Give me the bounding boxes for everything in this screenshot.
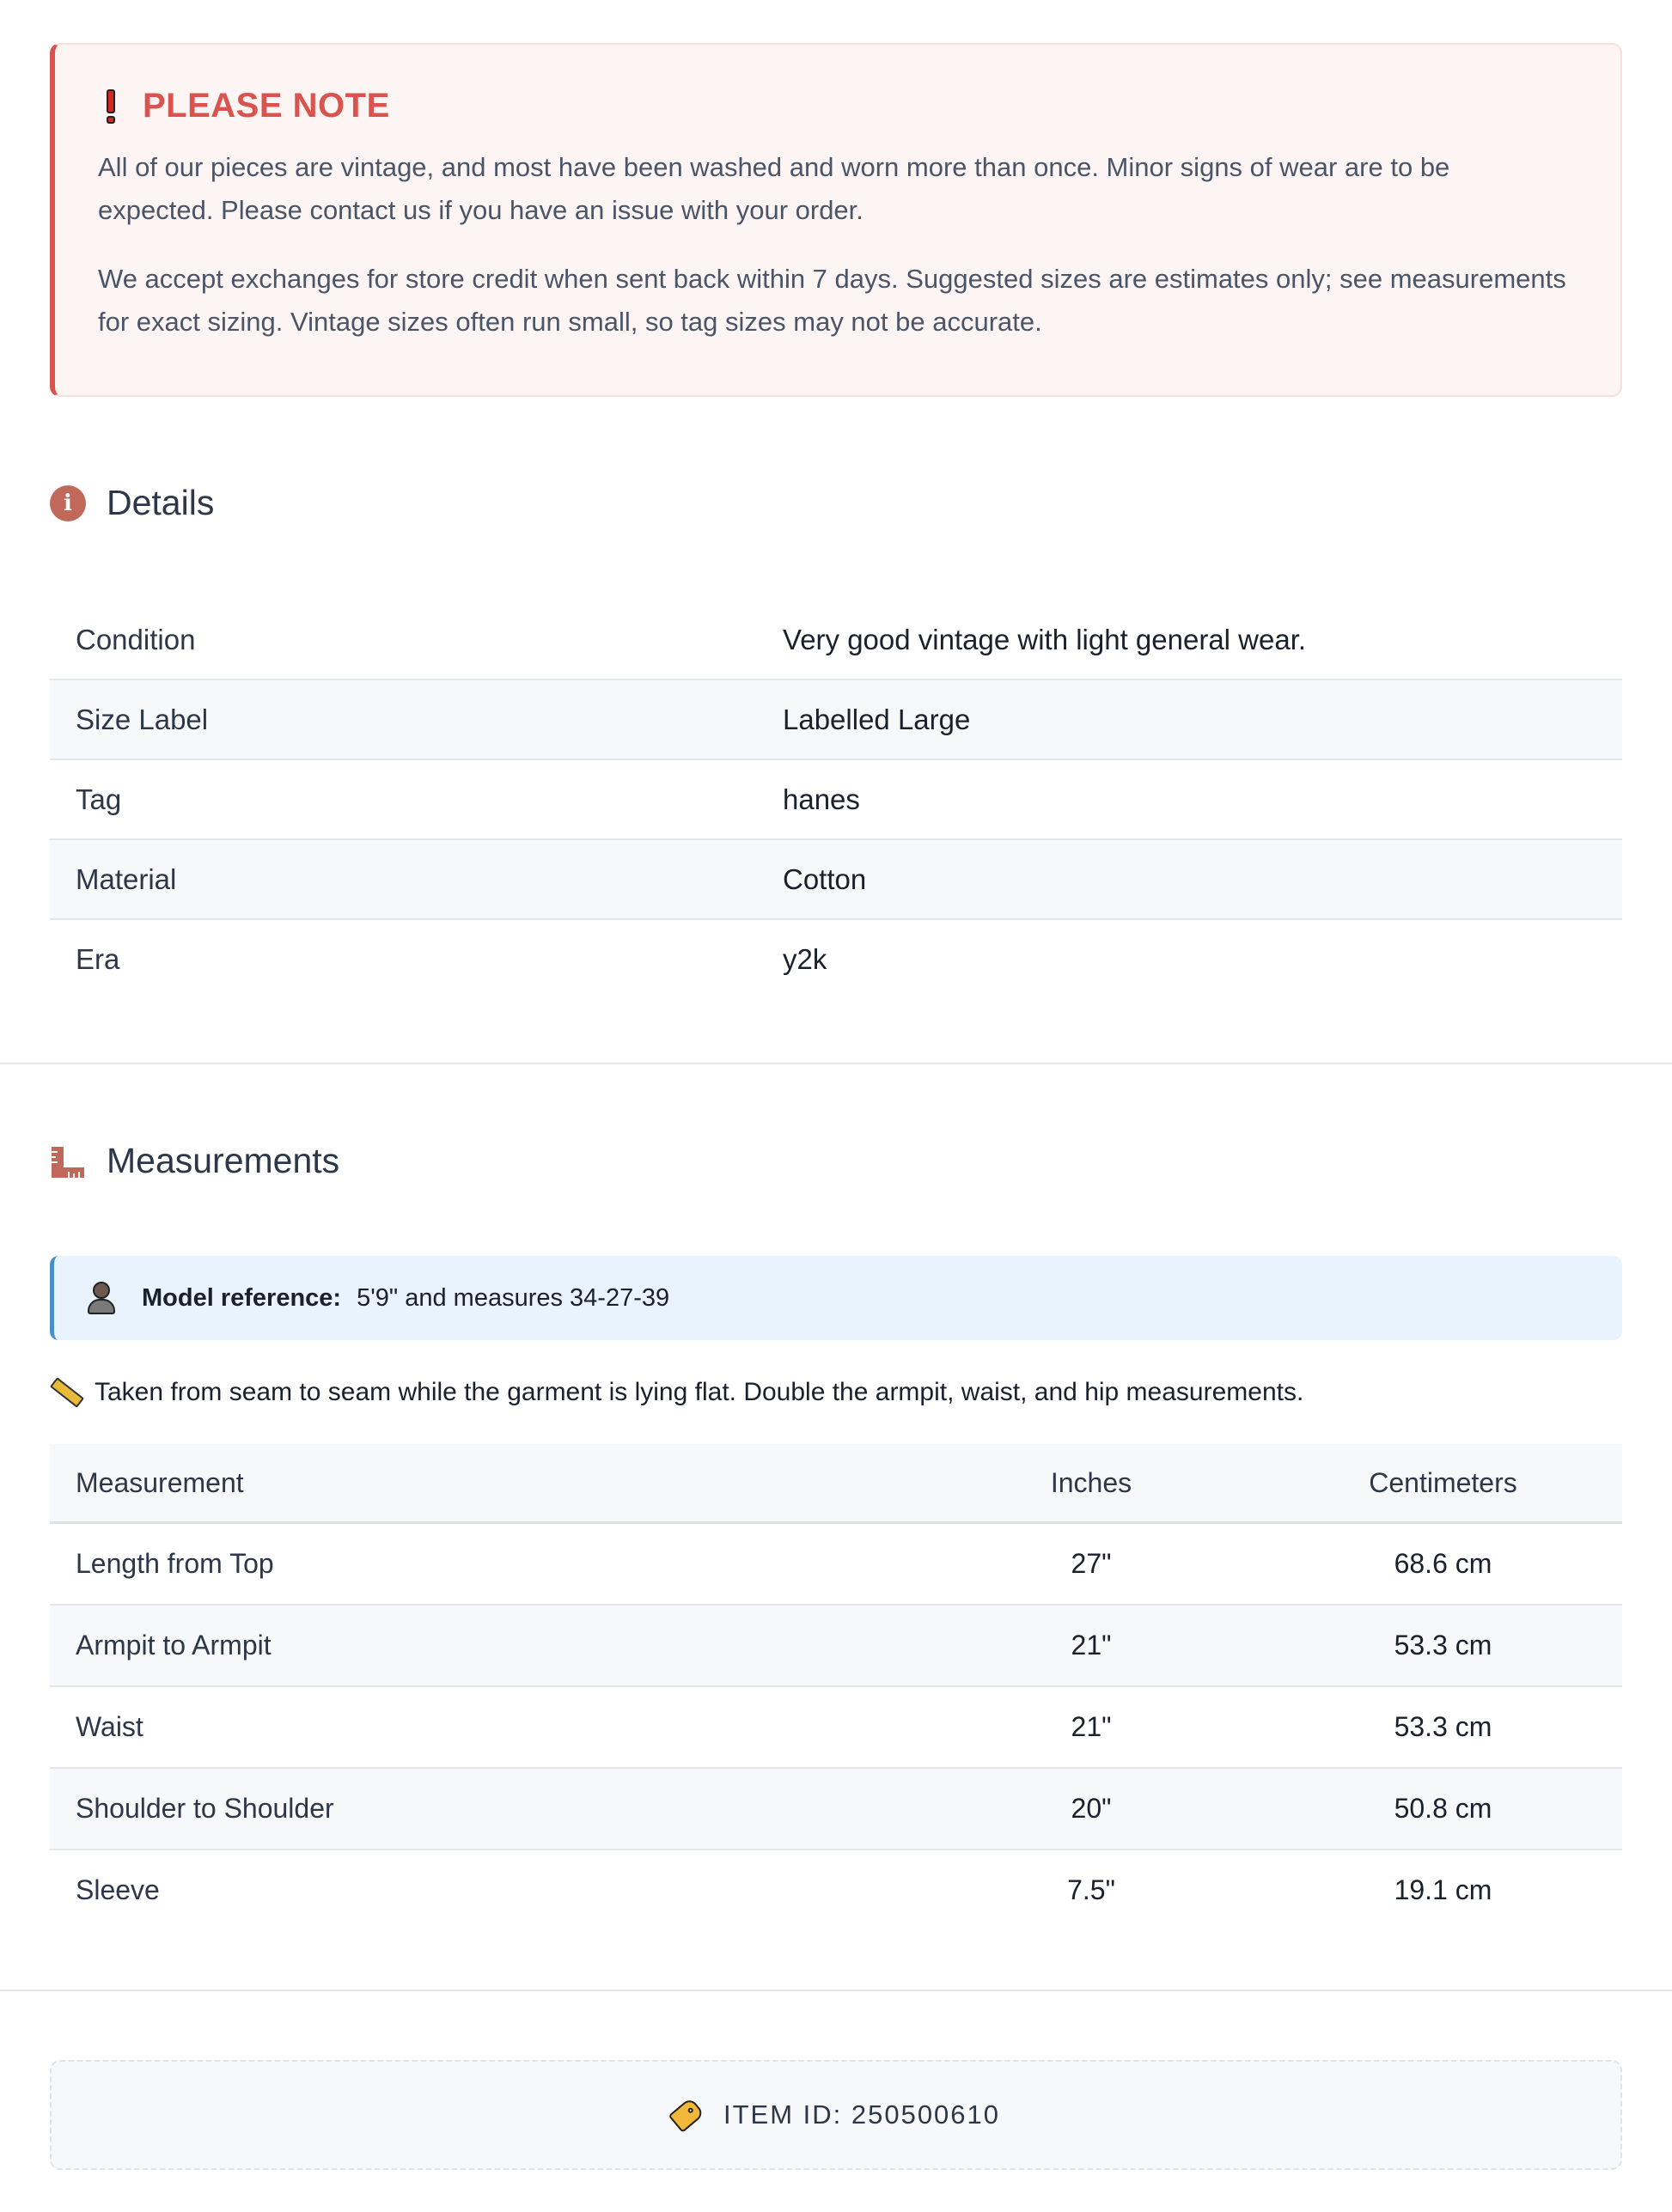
measurement-inches: 21": [918, 1686, 1264, 1768]
table-row: [50, 1523, 1622, 1606]
measurement-inches: 7.5": [1067, 1874, 1115, 1905]
measurements-heading: [50, 1141, 339, 1181]
table-row: [50, 600, 1622, 679]
model-reference-box: [50, 1256, 1622, 1340]
measurement-inches: 27": [918, 1523, 1264, 1606]
measurement-cm: 19.1 cm: [1394, 1874, 1492, 1905]
measurement-inches: 21": [918, 1605, 1264, 1686]
measurement-cm: 53.3 cm: [1264, 1605, 1622, 1686]
measurement-note-text: Taken from seam to seam while the garment is lying flat. Double the armpit, waist, and hip measurements.: [95, 1378, 1304, 1406]
measurements-table: [50, 1444, 1622, 1930]
please-note-box: [50, 43, 1622, 397]
detail-label: Size Label: [50, 679, 757, 759]
detail-label: Era: [76, 942, 120, 975]
measurement-name: Sleeve: [76, 1874, 160, 1905]
measurement-note: [50, 1378, 1303, 1407]
table-row: [50, 1605, 1622, 1686]
measurement-cm: 53.3 cm: [1264, 1686, 1622, 1768]
table-row: [50, 839, 1622, 919]
table-row: [50, 679, 1622, 759]
measurement-name: Length from Top: [50, 1523, 918, 1606]
section-divider: [0, 1990, 1672, 1991]
table-row: [50, 759, 1622, 839]
notice-paragraph-1: All of our pieces are vintage, and most have been washed and worn more than once. Minor signs of wear are to be expected. Please contact us if you have an issue with your order.: [98, 152, 1450, 225]
info-icon: i: [50, 485, 86, 521]
notice-title: [98, 84, 1572, 127]
table-header-row: [50, 1444, 1622, 1523]
section-divider: [0, 1063, 1672, 1064]
measurements-heading-text: Measurements: [107, 1141, 340, 1180]
column-header-inches: Inches: [918, 1444, 1264, 1523]
item-id-text: ITEM ID: 250500610: [723, 2099, 1001, 2130]
measurement-name: Waist: [50, 1686, 918, 1768]
person-icon: [87, 1282, 116, 1314]
details-table: [50, 600, 1622, 998]
measurement-name: Shoulder to Shoulder: [50, 1768, 918, 1849]
details-heading: [50, 483, 214, 523]
detail-value: Cotton: [757, 839, 1622, 919]
price-tag-icon: [668, 2097, 705, 2133]
measurement-cm: 68.6 cm: [1264, 1523, 1622, 1606]
straight-ruler-icon: [50, 1377, 84, 1408]
detail-value: Very good vintage with light general wear.: [757, 600, 1622, 679]
notice-paragraph-2: We accept exchanges for store credit when sent back within 7 days. Suggested sizes are estimates only; see measurements for exact sizing. Vintage sizes often run small, so tag sizes may not be accurate.: [98, 264, 1566, 337]
detail-value: Labelled Large: [757, 679, 1622, 759]
ruler-icon: [50, 1143, 86, 1179]
column-header-centimeters: Centimeters: [1264, 1444, 1622, 1523]
item-id-box: [50, 2060, 1622, 2170]
table-row: [50, 1686, 1622, 1768]
measurement-cm: 50.8 cm: [1264, 1768, 1622, 1849]
details-heading-text: Details: [107, 483, 215, 522]
model-reference-label: Model reference:: [142, 1283, 342, 1312]
notice-title-text: PLEASE NOTE: [143, 86, 390, 125]
table-row: [50, 1849, 1622, 1930]
measurement-inches: 20": [918, 1768, 1264, 1849]
detail-value: hanes: [757, 759, 1622, 839]
exclamation-icon: [107, 88, 115, 124]
detail-label: Condition: [50, 600, 757, 679]
detail-label: Tag: [50, 759, 757, 839]
model-reference-value: 5'9" and measures 34-27-39: [357, 1283, 670, 1312]
table-row: [50, 919, 1622, 998]
detail-label: Material: [50, 839, 757, 919]
detail-value: y2k: [783, 942, 827, 975]
table-row: [50, 1768, 1622, 1849]
measurement-name: Armpit to Armpit: [50, 1605, 918, 1686]
column-header-measurement: Measurement: [50, 1444, 918, 1523]
